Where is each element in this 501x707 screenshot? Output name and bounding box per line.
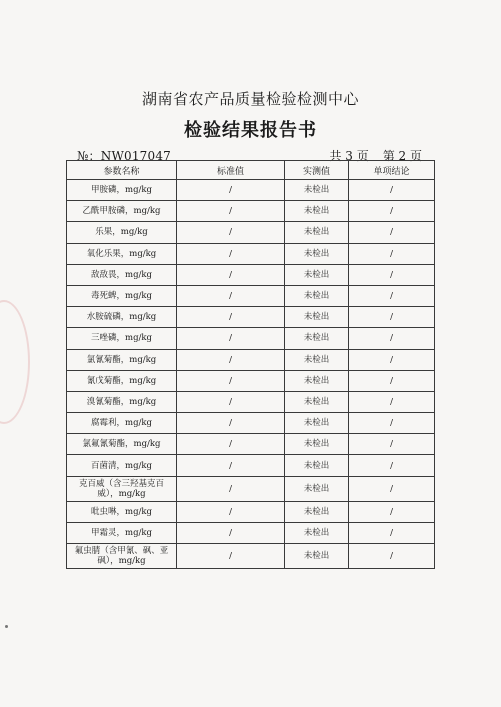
conclusion-cell: / — [349, 328, 435, 349]
table-row — [67, 307, 435, 328]
standard-cell: / — [177, 544, 285, 569]
param-cell: 氯氟氰菊酯，mg/kg — [67, 434, 177, 455]
measured-cell: 未检出 — [285, 501, 349, 522]
conclusion-cell: / — [349, 264, 435, 285]
measured-cell: 未检出 — [285, 201, 349, 222]
table-row — [67, 522, 435, 543]
param-cell: 氟虫腈（含甲氰、砜、亚砜），mg/kg — [67, 544, 177, 569]
header-measured: 实测值 — [285, 161, 349, 180]
param-cell: 氧化乐果，mg/kg — [67, 243, 177, 264]
conclusion-cell: / — [349, 222, 435, 243]
standard-cell: / — [177, 370, 285, 391]
standard-cell: / — [177, 455, 285, 476]
param-cell: 氰戊菊酯，mg/kg — [67, 370, 177, 391]
scan-mark — [5, 625, 8, 628]
report-number: №：NW017047 — [77, 149, 171, 163]
table-row — [67, 180, 435, 201]
measured-cell: 未检出 — [285, 476, 349, 501]
standard-cell: / — [177, 264, 285, 285]
total-pages: 共 3 页 — [329, 149, 369, 163]
measured-cell: 未检出 — [285, 285, 349, 306]
table-row — [67, 222, 435, 243]
param-cell: 乙酰甲胺磷，mg/kg — [67, 201, 177, 222]
standard-cell: / — [177, 349, 285, 370]
conclusion-cell: / — [349, 307, 435, 328]
param-cell: 吡虫啉，mg/kg — [67, 501, 177, 522]
measured-cell: 未检出 — [285, 328, 349, 349]
standard-cell: / — [177, 501, 285, 522]
measured-cell: 未检出 — [285, 544, 349, 569]
param-cell: 甲胺磷，mg/kg — [67, 180, 177, 201]
measured-cell: 未检出 — [285, 264, 349, 285]
standard-cell: / — [177, 285, 285, 306]
conclusion-cell: / — [349, 370, 435, 391]
table-row — [67, 544, 435, 569]
conclusion-cell: / — [349, 455, 435, 476]
conclusion-cell: / — [349, 201, 435, 222]
conclusion-cell: / — [349, 522, 435, 543]
table-body — [67, 180, 435, 569]
conclusion-cell: / — [349, 544, 435, 569]
param-cell: 乐果，mg/kg — [67, 222, 177, 243]
measured-cell: 未检出 — [285, 180, 349, 201]
standard-cell: / — [177, 434, 285, 455]
measured-cell: 未检出 — [285, 243, 349, 264]
header-parameter: 参数名称 — [67, 161, 177, 180]
measured-cell: 未检出 — [285, 370, 349, 391]
results-table — [66, 160, 435, 569]
measured-cell: 未检出 — [285, 413, 349, 434]
conclusion-cell: / — [349, 413, 435, 434]
table-row — [67, 349, 435, 370]
param-cell: 三唑磷，mg/kg — [67, 328, 177, 349]
conclusion-cell: / — [349, 476, 435, 501]
table-row — [67, 285, 435, 306]
param-cell: 溴氰菊酯，mg/kg — [67, 391, 177, 412]
conclusion-cell: / — [349, 434, 435, 455]
standard-cell: / — [177, 307, 285, 328]
standard-cell: / — [177, 222, 285, 243]
table-header-row — [67, 161, 435, 180]
param-cell: 水胺硫磷，mg/kg — [67, 307, 177, 328]
header-conclusion: 单项结论 — [349, 161, 435, 180]
param-cell: 氯氰菊酯，mg/kg — [67, 349, 177, 370]
standard-cell: / — [177, 391, 285, 412]
table-row — [67, 476, 435, 501]
seal-stamp — [0, 300, 30, 424]
current-page: 第 2 页 — [382, 149, 422, 163]
measured-cell: 未检出 — [285, 455, 349, 476]
measured-cell: 未检出 — [285, 391, 349, 412]
measured-cell: 未检出 — [285, 434, 349, 455]
param-cell: 克百威（含三羟基克百威），mg/kg — [67, 476, 177, 501]
conclusion-cell: / — [349, 501, 435, 522]
measured-cell: 未检出 — [285, 349, 349, 370]
organization-name: 湖南省农产品质量检验检测中心 — [141, 90, 359, 108]
param-cell: 敌敌畏，mg/kg — [67, 264, 177, 285]
standard-cell: / — [177, 180, 285, 201]
table-row — [67, 370, 435, 391]
param-cell: 甲霜灵，mg/kg — [67, 522, 177, 543]
conclusion-cell: / — [349, 285, 435, 306]
table-row — [67, 501, 435, 522]
table-row — [67, 455, 435, 476]
measured-cell: 未检出 — [285, 307, 349, 328]
param-cell: 毒死蜱，mg/kg — [67, 285, 177, 306]
table-row — [67, 264, 435, 285]
standard-cell: / — [177, 476, 285, 501]
table-row — [67, 434, 435, 455]
standard-cell: / — [177, 413, 285, 434]
standard-cell: / — [177, 328, 285, 349]
table-row — [67, 201, 435, 222]
param-cell: 百菌清，mg/kg — [67, 455, 177, 476]
table-row — [67, 391, 435, 412]
measured-cell: 未检出 — [285, 222, 349, 243]
table-row — [67, 328, 435, 349]
standard-cell: / — [177, 243, 285, 264]
table-row — [67, 243, 435, 264]
conclusion-cell: / — [349, 349, 435, 370]
standard-cell: / — [177, 522, 285, 543]
header-standard: 标准值 — [177, 161, 285, 180]
standard-cell: / — [177, 201, 285, 222]
measured-cell: 未检出 — [285, 522, 349, 543]
report-title: 检验结果报告书 — [184, 120, 317, 141]
table-row — [67, 413, 435, 434]
conclusion-cell: / — [349, 391, 435, 412]
conclusion-cell: / — [349, 243, 435, 264]
conclusion-cell: / — [349, 180, 435, 201]
param-cell: 腐霉利，mg/kg — [67, 413, 177, 434]
